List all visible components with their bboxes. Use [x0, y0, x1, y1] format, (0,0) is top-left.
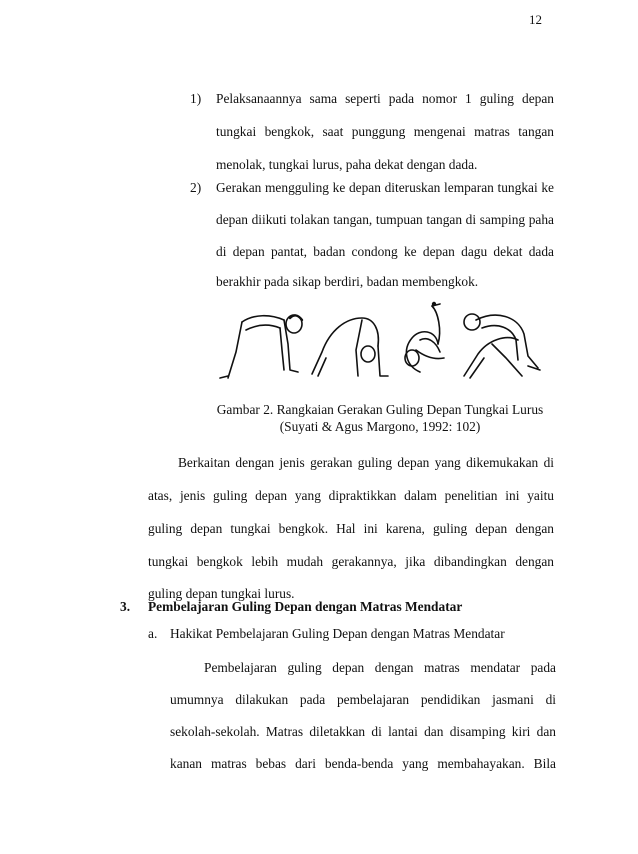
forward-roll-illustration — [206, 300, 556, 382]
list-item-2-line-4: berakhir pada sikap berdiri, badan membengkok. — [216, 274, 479, 289]
paragraph-1-line-4: tungkai bengkok lebih mudah gerakannya, jika dibandingkan dengan — [148, 554, 554, 569]
paragraph-2-line-2: umumnya dilakukan pada pembelajaran pendidikan jasmani di — [170, 692, 556, 707]
subsection-heading-number: a. — [148, 626, 158, 641]
paragraph-1-line-3: guling depan tungkai bengkok. Hal ini karena, guling depan dengan — [148, 521, 554, 536]
paragraph-1-line-1: Berkaitan dengan jenis gerakan guling depan yang dikemukakan di — [178, 455, 554, 470]
list-item-2-line-1: Gerakan mengguling ke depan diteruskan lemparan tungkai ke — [216, 180, 554, 195]
paragraph-2-line-4: kanan matras bebas dari benda-benda yang membahayakan. Bila — [170, 756, 556, 771]
list-item-2-line-3: di depan pantat, badan condong ke depan dagu dekat dada — [216, 244, 554, 259]
paragraph-1-line-2: atas, jenis guling depan yang dipraktikkan dalam penelitian ini yaitu — [148, 488, 554, 503]
list-item-1-number: 1) — [190, 91, 202, 106]
subsection-heading: Hakikat Pembelajaran Guling Depan dengan Matras Mendatar — [170, 626, 505, 641]
paragraph-2-line-3: sekolah-sekolah. Matras diletakkan di lantai dan disamping kiri dan — [170, 724, 556, 739]
list-item-2-line-2: depan diikuti tolakan tangan, tumpuan tangan di samping paha — [216, 212, 554, 227]
list-item-1-line-2: tungkai bengkok, saat punggung mengenai matras tangan — [216, 124, 554, 139]
figure-1-bent-over — [220, 315, 302, 378]
list-item-2-number: 2) — [190, 180, 202, 195]
section-heading-number: 3. — [120, 599, 131, 614]
list-item-1-line-3: menolak, tungkai lurus, paha dekat dengan dada. — [216, 157, 478, 172]
figure-source: (Suyati & Agus Margono, 1992: 102) — [279, 419, 481, 434]
paragraph-2-line-1: Pembelajaran guling depan dengan matras mendatar pada — [204, 660, 556, 675]
figure-4-finishing — [464, 314, 540, 378]
list-item-1-line-1: Pelaksanaannya sama seperti pada nomor 1 guling depan — [216, 91, 554, 106]
figure-2-arch — [312, 318, 388, 376]
paragraph-1-line-5: guling depan tungkai lurus. — [148, 586, 295, 601]
figure-caption: Gambar 2. Rangkaian Gerakan Guling Depan Tungkai Lurus — [216, 402, 544, 417]
figure-3-rolling — [405, 303, 444, 372]
section-heading: Pembelajaran Guling Depan dengan Matras Mendatar — [148, 599, 463, 614]
page-number: 12 — [529, 12, 542, 27]
